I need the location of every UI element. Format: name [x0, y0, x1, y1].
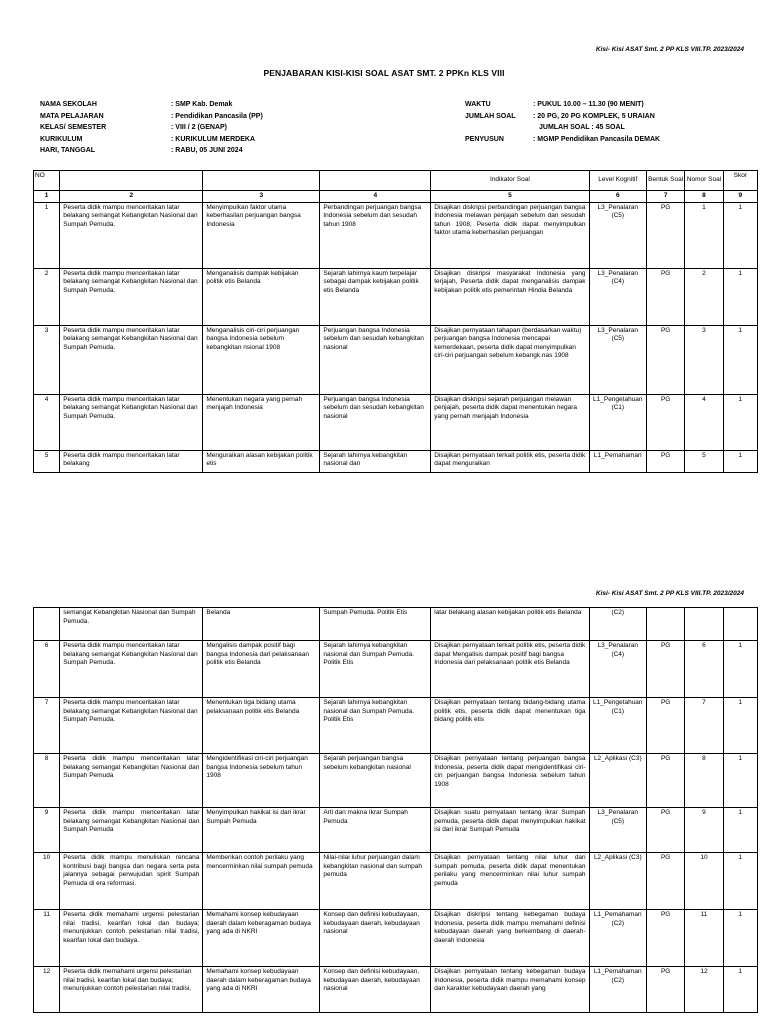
header-indikator: Indikator Soal [431, 171, 589, 191]
cell-level: L2_Aplikasi (C3) [589, 754, 646, 808]
cell-material: Sejarah perjuangan bangsa sebelum kebangkitan nasional [320, 754, 431, 808]
table-row [34, 754, 758, 808]
cell-score: 1 [723, 450, 757, 472]
cell-form: PG [647, 967, 685, 1013]
page-header-text: Kisi- Kisi ASAT Smt. 2 PP KLS VIII.TP. 2023/2024 [595, 590, 744, 597]
cell-competency: Peserta didik mampu menceritakan latar belakang semangat Kebangkitan Nasional dan Sumpah Pemuda [60, 808, 203, 853]
cell-indicator: Disajikan suatu pernyataan tentang ikrar Sumpah pemuda, peserta didik dapat menyimpulkan hakikat isi dari ikrar Sumpah Pemuda [431, 808, 589, 853]
cell-form: PG [647, 450, 685, 472]
cell-competency: Peserta didik mampu menceritakan latar belakang semangat Kebangkitan Nasional dan Sumpah Pemuda [60, 754, 203, 808]
info-label: JUMLAH SOAL [465, 112, 516, 120]
cell-no: 10 [34, 853, 60, 910]
cell-competency: Peserta didik mampu menceritakan latar belakang semangat Kebangkitan Nasional dan Sumpah Pemuda. [60, 698, 203, 754]
table-row [34, 967, 758, 1013]
cell-question-number: 4 [685, 394, 723, 450]
document-title: PENJABARAN KISI-KISI SOAL ASAT SMT. 2 PPKn KLS VIII [263, 68, 505, 78]
cell-competency: Peserta didik mampu menceritakan latar belakang semangat Kebangkitan Nasional dan Sumpah Pemuda. [60, 268, 203, 325]
cell-indicator: Disajikan pernyataan tentang kebegaman budaya Indonesia, peserta didik mampu memahami konsep dan karakter kebudayaan daerah yang [431, 967, 589, 1013]
cell-question-number: 9 [685, 808, 723, 853]
header-empty [60, 171, 203, 191]
cell-objective: Memberikan contoh perilaku yang mencerminkan nilai sumpah pemuda [203, 853, 320, 910]
cell-no: 9 [34, 808, 60, 853]
cell-material: Perjuangan bangsa Indonesia sebelum dan sesudah kebangkitan nasional [320, 325, 431, 394]
table-row [34, 808, 758, 853]
info-row-date [40, 145, 263, 157]
table-row [34, 698, 758, 754]
table-row [34, 853, 758, 910]
column-number: 5 [431, 191, 589, 203]
cell-objective: Menentukan tiga bidang utama pelaksanaan politik etis Belanda [203, 698, 320, 754]
cell-indicator: Disajikan diskripsi sejarah perjuangan melawan penjajah, peserta didik dapat menentukan negara yang pernah menjajah Indonesia [431, 394, 589, 450]
cell-score: 1 [723, 853, 757, 910]
cell-score [723, 608, 757, 641]
cell-objective: Menyimpulkan hakikat isi dari ikrar Sumpah Pemuda [203, 808, 320, 853]
info-label: KURIKULUM [40, 135, 83, 143]
header-bentuk: Bentuk Soal [647, 171, 685, 191]
kisi-table-page-2 [33, 607, 758, 1013]
cell-material: Sejarah lahirnya kaum terpelajar sebagai dampak kebijakan politik etis Belanda [320, 268, 431, 325]
cell-score: 1 [723, 394, 757, 450]
cell-objective: Menganalisis ciri-ciri perjuangan bangsa Indonesia sebelum kebangkitan nsional 1908 [203, 325, 320, 394]
cell-level: L3_Penalaran (C4) [589, 641, 646, 698]
info-value: : Pendidikan Pancasila (PP) [171, 112, 263, 120]
cell-material: Sejarah lahirnya kebangkitan nasional dan Sumpah Pemuda. Politik Etis [320, 698, 431, 754]
info-value: : SMP Kab. Demak [171, 101, 233, 108]
cell-objective: Menguraikan alasan kebijakan politik etis [203, 450, 320, 472]
cell-question-number: 3 [685, 325, 723, 394]
cell-competency: Peserta didik mampu menuliskan rencana kontribusi bagi bangsa dan negara serta peta jalannya sebagai perwujudan spirit Sumpah Pemuda di era reformasi. [60, 853, 203, 910]
cell-score: 1 [723, 967, 757, 1013]
cell-level: L3_Penalaran (C4) [589, 268, 646, 325]
cell-indicator: Disajikan pernyataan tentang bidang-bidang utama politik etis, peserta didik dapat menentukan tiga bidang politik etis [431, 698, 589, 754]
cell-material: Nilai-nilai luhur perjuangan dalam kebangkitan nasional dan sumpah pemuda [320, 853, 431, 910]
cell-indicator: Disajikan pernyataan tahapan (berdasarkan waktu) perjuangan bangsa Indonesia mencapai kemerdekaan, peserta didik dapat menyimpulkan ciri-ciri perjuangan sebelum kebangk.nas 1908 [431, 325, 589, 394]
cell-question-number: 11 [685, 910, 723, 967]
cell-form: PG [647, 853, 685, 910]
cell-material: Konsep dan definisi kebudayaan, kebudayaan daerah, kebudayaan nasional [320, 967, 431, 1013]
cell-form: PG [647, 698, 685, 754]
column-number: 1 [34, 191, 60, 203]
school-info-left [40, 99, 263, 157]
cell-form [647, 608, 685, 641]
exam-info-right [465, 99, 660, 145]
cell-indicator: Disajikan pernyataan tentang perjuangan bangsa Indonesia, peserta didik dapat mengidentifikasi ciri-ciri perjuangan bangsa Indonesia sebelum tahun 1908 [431, 754, 589, 808]
cell-objective: Memahami konsep kebudayaan daerah dalam keberagaman budaya yang ada di NKRI [203, 910, 320, 967]
info-label: KELAS/ SEMESTER [40, 124, 107, 131]
cell-competency: Peserta didik mampu menceritakan latar belakang semangat Kebangkitan Nasional dan Sumpah Pemuda. [60, 325, 203, 394]
info-row-time [465, 99, 660, 111]
cell-form: PG [647, 641, 685, 698]
cell-no: 3 [34, 325, 60, 394]
cell-objective: Belanda [203, 608, 320, 641]
cell-no [34, 608, 60, 641]
cell-indicator: Disajikan pernyataan terkait politik etis, peserta didik dapat Mengalisis dampak positif bagi bangsa Indonesia dari pelaksanaan politik etis Belanda [431, 641, 589, 698]
header-nomor: Nomor Soal [685, 171, 723, 191]
cell-score: 1 [723, 754, 757, 808]
info-label: HARI, TANGGAL [40, 147, 96, 154]
column-number: 4 [320, 191, 431, 203]
info-row-subject [40, 111, 263, 123]
cell-form: PG [647, 202, 685, 268]
info-label: NAMA SEKOLAH [40, 101, 97, 108]
cell-material: Perbandingan perjuangan bangsa Indonesia sebelum dan sesudah tahun 1908 [320, 202, 431, 268]
cell-indicator: Disajikan diskripsi perbandingan perjuangan bangsa Indonesia melawan penjajah sebelum dan sesudah tahun 1908, Peserta didik dapat menyimpulkan faktor utama keberhasilan perjuangan [431, 202, 589, 268]
cell-level: L1_Pemahaman (C2) [589, 910, 646, 967]
cell-objective: Menyimpulkan faktor utama keberhasilan perjuangan bangsa Indonesia [203, 202, 320, 268]
info-row-class [40, 122, 263, 134]
info-label: MATA PELAJARAN [40, 112, 104, 120]
column-number: 8 [685, 191, 723, 203]
cell-indicator: Disajikan pernyataan tentang nilai luhur dari sumpah pemuda, peserta didik dapat menentukan perilaku yang mencerminkan nilai luhur sumpah pemuda [431, 853, 589, 910]
header-no: NO [34, 171, 60, 191]
cell-score: 1 [723, 325, 757, 394]
info-row-author [465, 134, 660, 146]
info-label: PENYUSUN [465, 135, 504, 143]
cell-question-number [685, 608, 723, 641]
cell-material: Sejarah lahirnya kebangkitan nasional dan Sumpah Pemuda. Politik Etis [320, 641, 431, 698]
cell-form: PG [647, 754, 685, 808]
cell-objective: Mengalisis dampak positif bagi bangsa Indonesia dari pelaksanaan politik etis Belanda [203, 641, 320, 698]
info-value: : KURIKULUM MERDEKA [171, 135, 255, 143]
cell-no: 2 [34, 268, 60, 325]
cell-material: Arti dan makna Ikrar Sumpah Pemuda [320, 808, 431, 853]
cell-competency: Peserta didik mampu menceritakan latar belakang semangat Kebangkitan Nasional dan Sumpah Pemuda. [60, 394, 203, 450]
cell-competency: Peserta didik mampu menceritakan latar belakang semangat Kebangkitan Nasional dan Sumpah Pemuda. [60, 641, 203, 698]
table-row [34, 641, 758, 698]
cell-score: 1 [723, 910, 757, 967]
table-row [34, 608, 758, 641]
cell-indicator: latar belakang alasan kebijakan politik etis Belanda [431, 608, 589, 641]
info-value: : VIII / 2 (GENAP) [171, 124, 228, 131]
cell-no: 12 [34, 967, 60, 1013]
cell-objective: Menentukan negara yang pernah menjajah Indonesia [203, 394, 320, 450]
info-row-question-count [465, 111, 660, 123]
cell-level: L1_Pemahaman (C2) [589, 967, 646, 1013]
cell-competency: semangat Kebangkitan Nasional dan Sumpah Pemuda. [60, 608, 203, 641]
header-empty [203, 171, 320, 191]
cell-no: 6 [34, 641, 60, 698]
cell-indicator: Disajikan pernyataan terkait politik etis, peserta didik dapat menguraikan [431, 450, 589, 472]
column-number: 9 [723, 191, 757, 203]
info-label: WAKTU [465, 101, 491, 108]
cell-no: 4 [34, 394, 60, 450]
info-value: : PUKUL 10.00 – 11.30 (90 MENIT) [533, 101, 644, 108]
column-number: 7 [647, 191, 685, 203]
cell-question-number: 2 [685, 268, 723, 325]
cell-no: 7 [34, 698, 60, 754]
info-row-curriculum [40, 134, 263, 146]
cell-score: 1 [723, 808, 757, 853]
cell-form: PG [647, 808, 685, 853]
cell-material: Perjuangan bangsa Indonesia sebelum dan sesudah kebangkitan nasional [320, 394, 431, 450]
cell-question-number: 1 [685, 202, 723, 268]
cell-level: L1_Pengetahuan (C1) [589, 394, 646, 450]
cell-form: PG [647, 910, 685, 967]
table-row [34, 202, 758, 268]
cell-material: Sumpah Pemuda. Politik Etis [320, 608, 431, 641]
info-row-total [465, 122, 660, 134]
table-row [34, 394, 758, 450]
info-value: : 20 PG, 20 PG KOMPLEK, 5 URAIAN [533, 112, 655, 120]
cell-score: 1 [723, 268, 757, 325]
info-label [465, 122, 539, 134]
cell-objective: Memahami konsep kebudayaan daerah dalam keberagaman budaya yang ada di NKRI [203, 967, 320, 1013]
cell-indicator: Disajikan diskripsi masyarakat Indonesia yang terjajah, Peserta didik dapat menganalisis dampak kebijakan politik etis pemerintah Hindia Belanda [431, 268, 589, 325]
header-empty [320, 171, 431, 191]
cell-score: 1 [723, 698, 757, 754]
table-row [34, 325, 758, 394]
table-row [34, 910, 758, 967]
column-number-row [34, 191, 758, 203]
cell-no: 5 [34, 450, 60, 472]
cell-competency: Peserta didik memahami urgensi pelestarian nilai tradisi, kearifan lokal dan budaya; menunjukkan contoh pelestarian nilai tradisi, kearifan lokal dan budaya. [60, 910, 203, 967]
cell-form: PG [647, 325, 685, 394]
header-level: Level Kognitif [589, 171, 646, 191]
info-value: JUMLAH SOAL : 45 SOAL [539, 124, 625, 131]
cell-question-number: 7 [685, 698, 723, 754]
cell-no: 8 [34, 754, 60, 808]
cell-competency: Peserta didik memahami urgensi pelestarian nilai tradisi, kearifan lokal dan budaya; menunjukkan contoh pelestarian nilai tradisi, [60, 967, 203, 1013]
cell-objective: Menganalisis dampak kebijakan politik etis Belanda [203, 268, 320, 325]
cell-competency: Peserta didik mampu menceritakan latar belakang [60, 450, 203, 472]
table-row [34, 268, 758, 325]
cell-question-number: 6 [685, 641, 723, 698]
info-value: : RABU, 05 JUNI 2024 [171, 147, 243, 154]
cell-question-number: 10 [685, 853, 723, 910]
page-header-text: Kisi- Kisi ASAT Smt. 2 PP KLS VIII.TP. 2023/2024 [595, 46, 744, 53]
cell-question-number: 8 [685, 754, 723, 808]
column-number: 6 [589, 191, 646, 203]
table-row [34, 450, 758, 472]
cell-level: L3_Penalaran (C5) [589, 808, 646, 853]
header-skor: Skor [723, 171, 757, 191]
cell-question-number: 5 [685, 450, 723, 472]
cell-form: PG [647, 394, 685, 450]
cell-form: PG [647, 268, 685, 325]
cell-no: 1 [34, 202, 60, 268]
cell-objective: Mengidentifikasi ciri-ciri perjuangan bangsa Indonesia sebelum tahun 1908 [203, 754, 320, 808]
cell-indicator: Disajikan diskripsi tentang kebegaman budaya Indonesia, peserta didik mampu memahami definisi kebudayaan daerah yang berkembang di daerah-daerah Indonesia [431, 910, 589, 967]
cell-level: L3_Penalaran (C5) [589, 202, 646, 268]
cell-score: 1 [723, 202, 757, 268]
column-number: 2 [60, 191, 203, 203]
page-2 [0, 520, 768, 1024]
cell-level: L1_Pemahaman [589, 450, 646, 472]
cell-material: Sejarah lahirnya kebangkitan nasional dan [320, 450, 431, 472]
cell-level: L1_Pengetahuan (C1) [589, 698, 646, 754]
table-header-row [34, 171, 758, 191]
cell-competency: Peserta didik mampu menceritakan latar belakang semangat Kebangkitan Nasional dan Sumpah Pemuda. [60, 202, 203, 268]
cell-material: Konsep dan definisi kebudayaan, kebudayaan daerah, kebudayaan nasional [320, 910, 431, 967]
cell-no: 11 [34, 910, 60, 967]
cell-level: L3_Penalaran (C5) [589, 325, 646, 394]
cell-question-number: 12 [685, 967, 723, 1013]
info-row-school [40, 99, 263, 111]
cell-level: L2_Aplikasi (C3) [589, 853, 646, 910]
column-number: 3 [203, 191, 320, 203]
info-value: : MGMP Pendidikan Pancasila DEMAK [533, 135, 661, 143]
cell-level: (C2) [589, 608, 646, 641]
kisi-table-page-1 [33, 170, 758, 473]
cell-score: 1 [723, 641, 757, 698]
